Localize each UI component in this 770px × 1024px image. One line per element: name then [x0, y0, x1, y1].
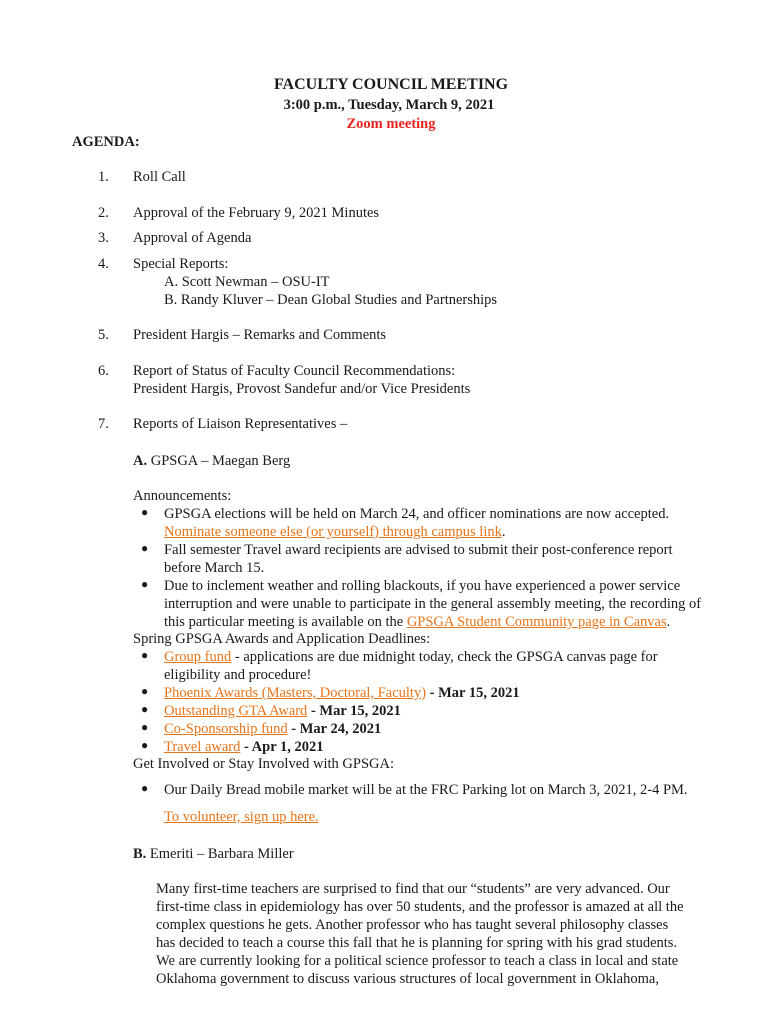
award-item — [164, 648, 658, 666]
special-report: B. Randy Kluver – Dean Global Studies and Partnerships — [164, 292, 498, 308]
item-text: Approval of the February 9, 2021 Minutes — [133, 205, 380, 221]
announcement-text: Fall semester Travel award recipients are advised to submit their post-conference report — [164, 542, 673, 558]
item-number: 1. — [98, 169, 109, 185]
meeting-location: Zoom meeting — [346, 116, 436, 132]
item-text: Roll Call — [133, 169, 186, 185]
nominate-link[interactable]: Nominate someone else (or yourself) through campus link — [164, 524, 502, 540]
bullet-icon: ● — [141, 648, 149, 662]
deadline: - Mar 24, 2021 — [287, 721, 382, 737]
announcement-text: interruption and were unable to participate in the general assembly meeting, the recording of — [164, 596, 702, 612]
bullet-icon: ● — [141, 541, 149, 555]
item-number: 4. — [98, 256, 109, 272]
paragraph-line: We are currently looking for a political science professor to teach a class in local and state — [156, 953, 679, 969]
special-report: A. Scott Newman – OSU-IT — [164, 274, 330, 290]
phoenix-awards-link[interactable]: Phoenix Awards (Masters, Doctoral, Faculty) — [164, 685, 427, 701]
deadline: - Apr 1, 2021 — [240, 739, 324, 755]
volunteer-link[interactable]: To volunteer, sign up here. — [164, 809, 319, 825]
bullet-icon: ● — [141, 505, 149, 519]
announcement-text — [164, 613, 670, 631]
deadline: - Mar 15, 2021 — [426, 685, 520, 701]
item-text: Special Reports: — [133, 256, 229, 272]
section-title: Emeriti – Barbara Miller — [146, 846, 294, 862]
item-text: Report of Status of Faculty Council Recommendations: — [133, 363, 456, 379]
award-item — [164, 720, 381, 738]
section-title: GPSGA – Maegan Berg — [147, 453, 291, 469]
section-letter: A. — [133, 453, 148, 469]
paragraph-line: Oklahoma government to discuss various structures of local government in Oklahoma, — [156, 971, 659, 987]
award-item-continued: eligibility and procedure! — [164, 667, 312, 683]
paragraph-line: Many first-time teachers are surprised to find that our “students” are very advanced. Our — [156, 881, 670, 897]
paragraph-line: first-time class in epidemiology has over 50 students, and the professor is amazed at all the — [156, 899, 684, 915]
section-heading — [133, 845, 294, 863]
item-number: 5. — [98, 327, 109, 343]
announcement-text — [164, 523, 505, 541]
bullet-icon: ● — [141, 738, 149, 752]
paragraph-line: complex questions he gets. Another professor who has taught several philosophy classes — [156, 917, 669, 933]
agenda-label: AGENDA: — [72, 134, 140, 150]
bullet-icon: ● — [141, 702, 149, 716]
co-sponsorship-link[interactable]: Co-Sponsorship fund — [164, 721, 288, 737]
announcement-text: GPSGA elections will be held on March 24, and officer nominations are now accepted. — [164, 506, 670, 522]
deadline: - Mar 15, 2021 — [307, 703, 401, 719]
page-title: FACULTY COUNCIL MEETING — [273, 76, 509, 93]
involved-label: Get Involved or Stay Involved with GPSGA: — [133, 756, 394, 772]
travel-award-link[interactable]: Travel award — [164, 739, 241, 755]
item-text: President Hargis – Remarks and Comments — [133, 327, 387, 343]
item-number: 3. — [98, 230, 109, 246]
announcements-label: Announcements: — [133, 488, 232, 504]
item-text: Reports of Liaison Representatives – — [133, 416, 348, 432]
announcement-text: Due to inclement weather and rolling blackouts, if you have experienced a power service — [164, 578, 681, 594]
announcement-text: before March 15. — [164, 560, 265, 576]
punctuation: . — [501, 524, 506, 540]
involved-text: Our Daily Bread mobile market will be at the FRC Parking lot on March 3, 2021, 2-4 PM. — [164, 782, 688, 798]
item-number: 6. — [98, 363, 109, 379]
text-run: - applications are due midnight today, check the GPSGA canvas page for — [231, 649, 658, 665]
item-text-continued: President Hargis, Provost Sandefur and/or Vice Presidents — [133, 381, 471, 397]
bullet-icon: ● — [141, 720, 149, 734]
bullet-icon: ● — [141, 781, 149, 795]
gta-award-link[interactable]: Outstanding GTA Award — [164, 703, 308, 719]
item-text: Approval of Agenda — [133, 230, 252, 246]
text-run: this particular meeting is available on the — [164, 614, 407, 630]
punctuation: . — [666, 614, 671, 630]
awards-label: Spring GPSGA Awards and Application Deadlines: — [133, 631, 431, 647]
award-item — [164, 738, 324, 756]
meeting-datetime: 3:00 p.m., Tuesday, March 9, 2021 — [283, 97, 495, 113]
award-item — [164, 684, 520, 702]
group-fund-link[interactable]: Group fund — [164, 649, 232, 665]
item-number: 2. — [98, 205, 109, 221]
paragraph-line: has decided to teach a course this fall that he is planning for spring with his grad students. — [156, 935, 678, 951]
section-letter: B. — [133, 846, 147, 862]
canvas-link[interactable]: GPSGA Student Community page in Canvas — [406, 614, 667, 630]
award-item — [164, 702, 401, 720]
bullet-icon: ● — [141, 684, 149, 698]
bullet-icon: ● — [141, 577, 149, 591]
section-heading — [133, 452, 290, 470]
item-number: 7. — [98, 416, 109, 432]
